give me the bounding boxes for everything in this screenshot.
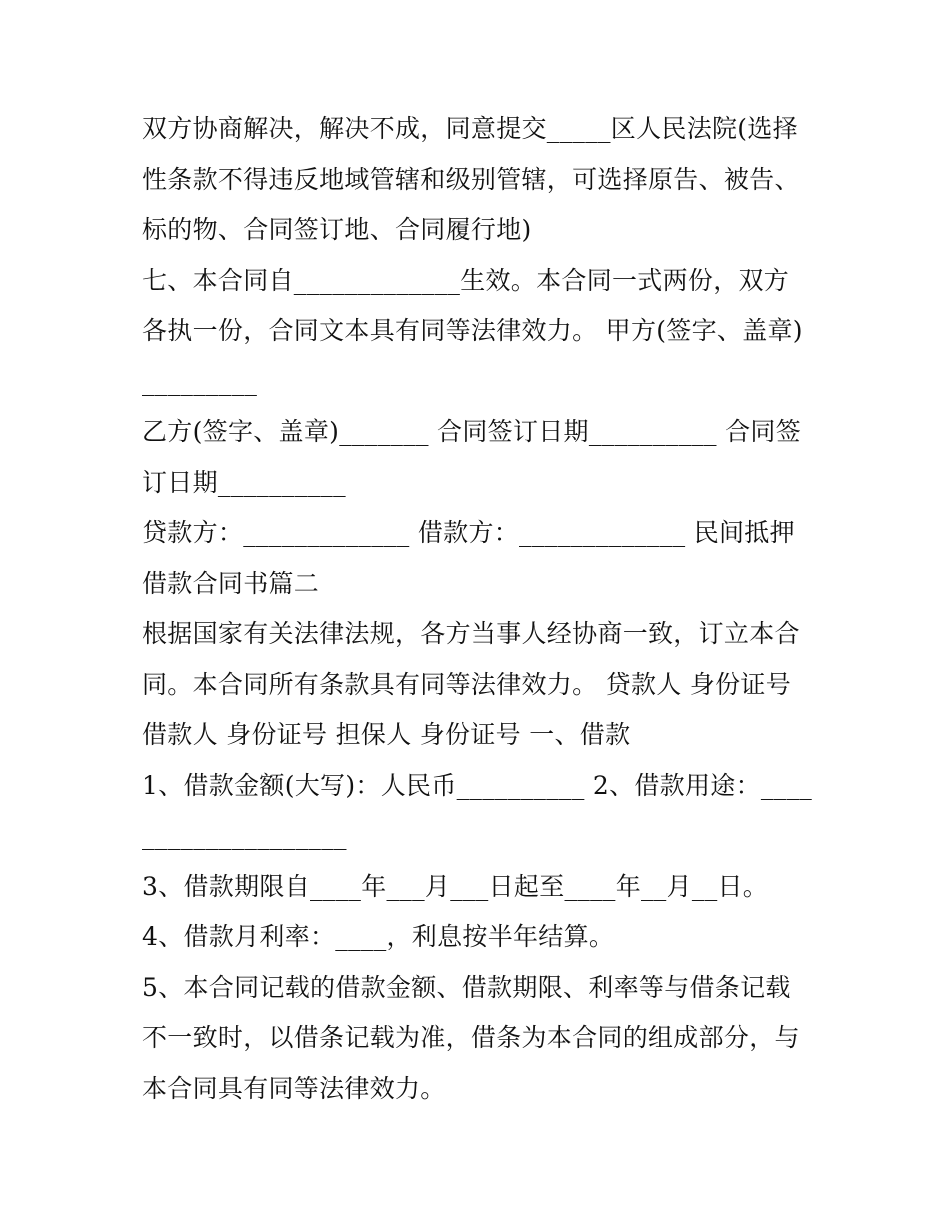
paragraph-loan-amount: 1、借款金额(大写)：人民币__________ 2、借款用途：____________________ [142,770,813,850]
paragraph-iou-precedence: 5、本合同记载的借款金额、借款期限、利率等与借条记载不一致时，以借条记载为准，借条为本合同的组成部分，与本合同具有同等法律效力。 [142,972,800,1103]
paragraph-loan-term: 3、借款期限自____年___月___日起至____年__月__日。 4、借款月利率：____，利息按半年结算。 [142,871,769,951]
paragraph-clause-seven: 七、本合同自_____________生效。本合同一式两份，双方各执一份，合同文本具有同等法律效力。 甲方(签字、盖章)_________ [142,265,803,396]
document-body [142,104,814,1114]
paragraph-preamble: 根据国家有关法律法规，各方当事人经协商一致，订立本合同。本合同所有条款具有同等法律效力。 贷款人 身份证号 借款人 身份证号 担保人 身份证号 一、借款 [142,619,800,749]
paragraph-dispute-resolution: 双方协商解决，解决不成，同意提交_____区人民法院(选择性条款不得违反地域管辖和级别管辖，可选择原告、被告、标的物、合同签订地、合同履行地) [142,114,800,244]
paragraph-party-b-signature: 乙方(签字、盖章)_______ 合同签订日期__________ 合同签订日期__________ [142,417,802,497]
paragraph-lender-borrower: 贷款方：_____________ 借款方：_____________ 民间抵押借款合同书篇二 [142,518,795,598]
